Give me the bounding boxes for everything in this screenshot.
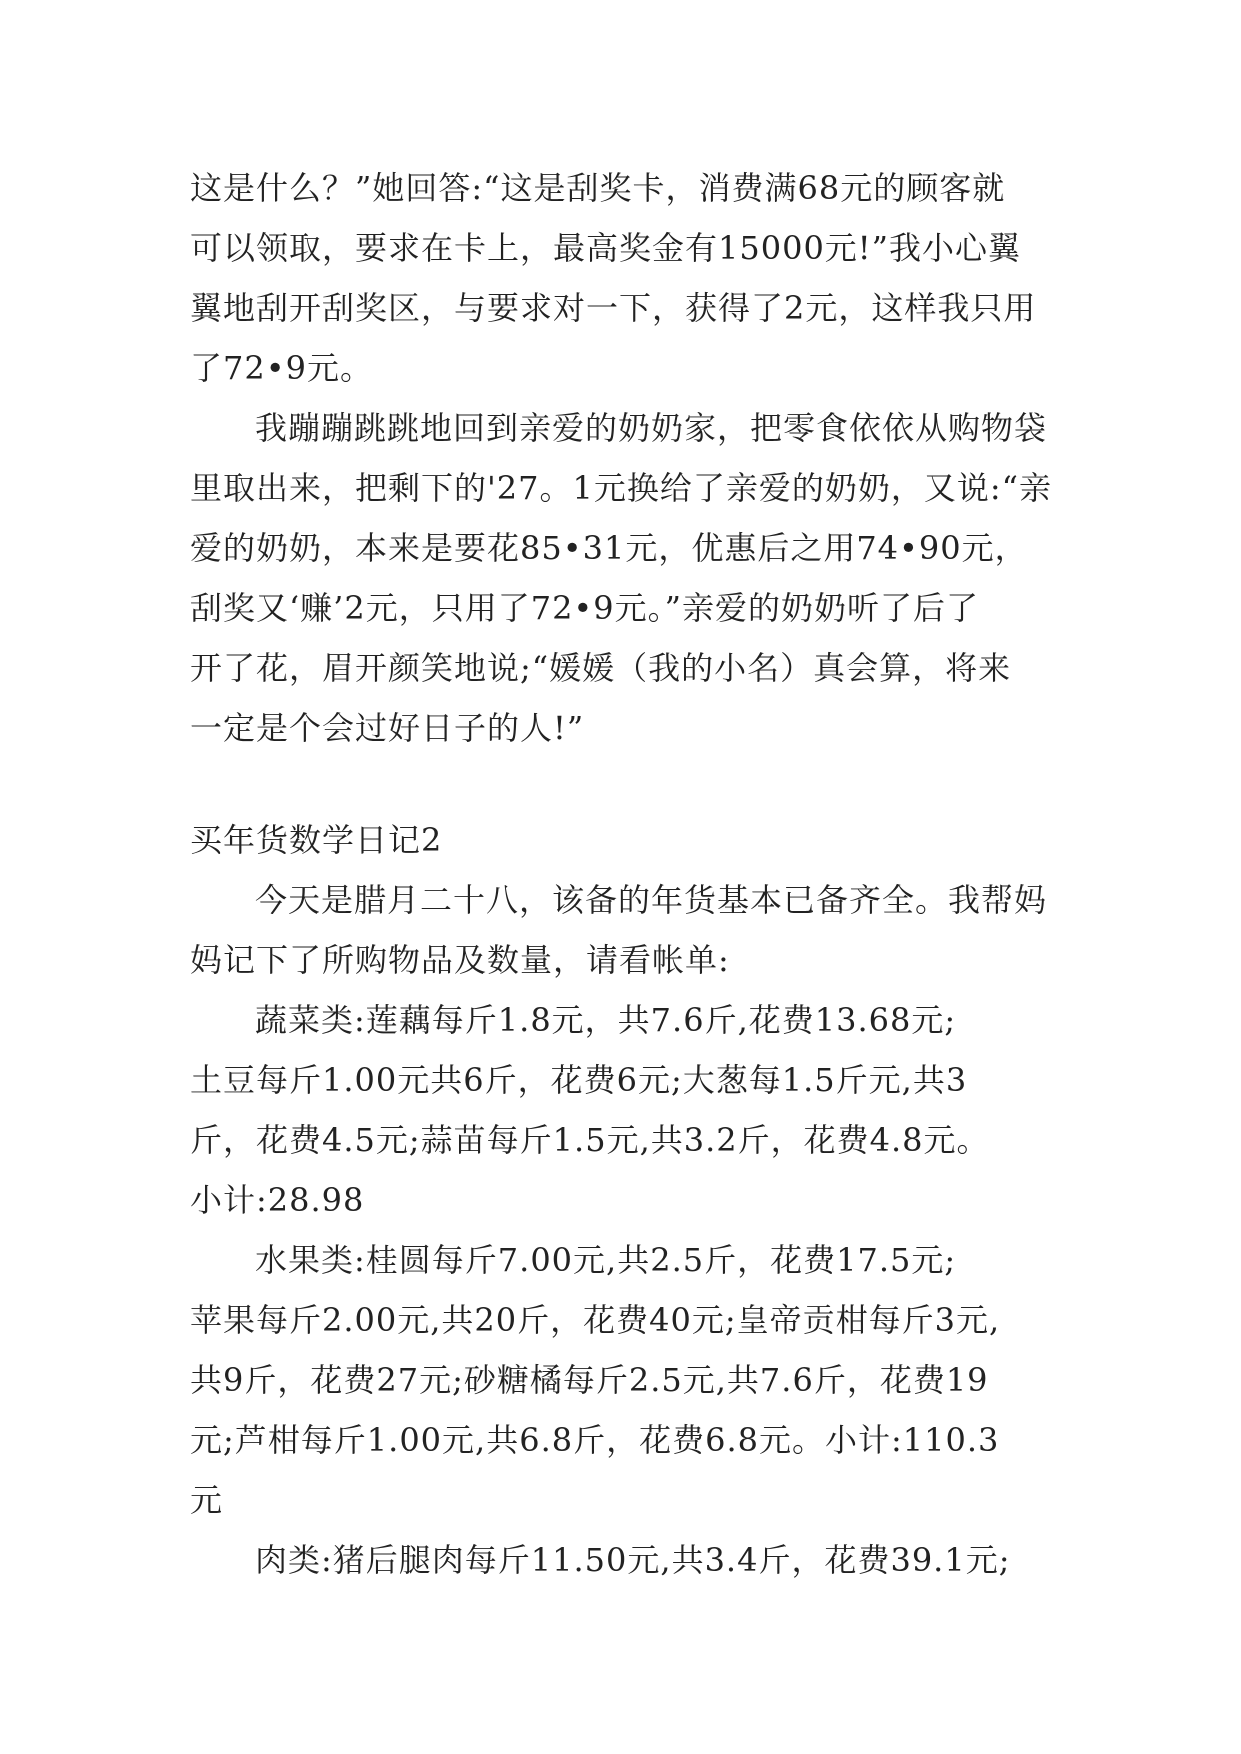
text-line: 元 xyxy=(190,1481,224,1519)
text-line: 斤，花费4.5元;蒜苗每斤1.5元,共3.2斤，花费4.8元。 xyxy=(190,1121,990,1159)
text-line: 小计:28.98 xyxy=(190,1181,365,1219)
text-line: 土豆每斤1.00元共6斤，花费6元;大葱每1.5斤元,共3 xyxy=(190,1061,968,1099)
text-line: 里取出来，把剩下的'27。1元换给了亲爱的奶奶，又说:“亲 xyxy=(190,469,1053,507)
paragraph-meat xyxy=(190,1530,1070,1590)
text-line: 蔬菜类:莲藕每斤1.8元，共7.6斤,花费13.68元; xyxy=(255,1001,957,1039)
heading-text: 买年货数学日记2 xyxy=(190,821,443,859)
text-line: 水果类:桂圆每斤7.00元,共2.5斤，花费17.5元; xyxy=(255,1241,957,1279)
text-line: 这是什么？”她回答:“这是刮奖卡，消费满68元的顾客就 xyxy=(190,169,1006,207)
text-line: 刮奖又‘赚’2元，只用了72•9元。”亲爱的奶奶听了后了 xyxy=(190,589,980,627)
paragraph-fruits xyxy=(190,1230,1070,1530)
text-line: 妈记下了所购物品及数量，请看帐单: xyxy=(190,941,730,979)
text-line: 今天是腊月二十八，该备的年货基本已备齐全。我帮妈 xyxy=(255,881,1048,919)
paragraph-intro xyxy=(190,870,1070,990)
text-line: 肉类:猪后腿肉每斤11.50元,共3.4斤，花费39.1元; xyxy=(255,1541,1011,1579)
paragraph-vegetables xyxy=(190,990,1070,1230)
text-line: 爱的奶奶，本来是要花85•31元，优惠后之用74•90元， xyxy=(190,529,1028,567)
text-line: 共9斤，花费27元;砂糖橘每斤2.5元,共7.6斤，花费19 xyxy=(190,1361,989,1399)
text-line: 可以领取，要求在卡上，最高奖金有15000元!”我小心翼 xyxy=(190,229,1022,267)
text-line: 翼地刮开刮奖区，与要求对一下，获得了2元，这样我只用 xyxy=(190,289,1037,327)
text-line: 苹果每斤2.00元,共20斤，花费40元;皇帝贡柑每斤3元, xyxy=(190,1301,1001,1339)
section-heading xyxy=(190,810,1070,870)
text-line: 了72•9元。 xyxy=(190,349,373,387)
paragraph-grandma xyxy=(190,398,1070,758)
text-line: 一定是个会过好日子的人!” xyxy=(190,709,585,747)
text-line: 元;芦柑每斤1.00元,共6.8斤，花费6.8元。小计:110.3 xyxy=(190,1421,1000,1459)
text-line: 开了花，眉开颜笑地说;“媛媛（我的小名）真会算，将来 xyxy=(190,649,1012,687)
text-line: 我蹦蹦跳跳地回到亲爱的奶奶家，把零食依依从购物袋 xyxy=(255,409,1048,447)
paragraph-scratch-card xyxy=(190,158,1070,398)
